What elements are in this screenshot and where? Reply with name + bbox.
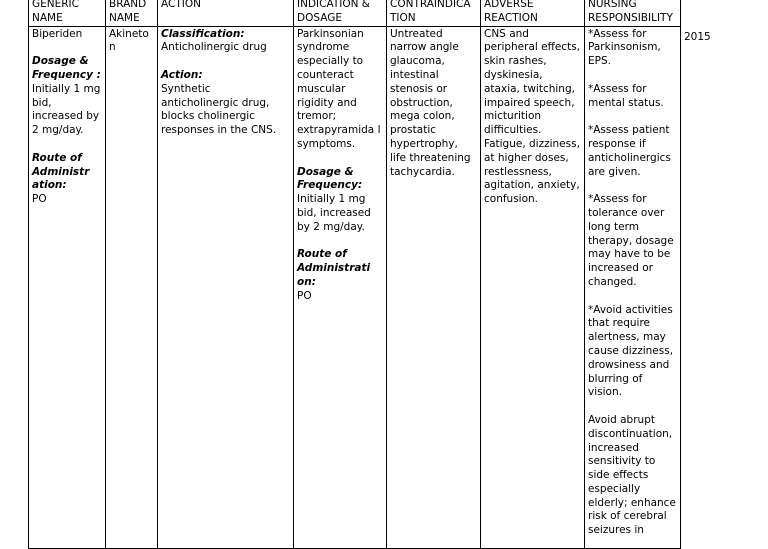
nursing-item: *Assess patient response if anticholinergics are given.	[588, 124, 671, 178]
header-row	[29, 0, 681, 26]
classification-text: Anticholinergic drug	[161, 41, 267, 54]
indication-dosage-label: Dosage & Frequency:	[297, 165, 363, 192]
header-nursing-responsibility: NURSING RESPONSIBILITY	[585, 0, 681, 26]
indication-dosage-text: Initially 1 mg bid, increased by 2 mg/day.	[297, 193, 371, 233]
cell-contraindication	[387, 26, 481, 548]
contraindication-text: Untreated narrow angle glaucoma, intestinal stenosis or obstruction, mega colon, prostatic hypertrophy, life threatening tachycardia.	[390, 27, 471, 178]
header-generic-name: GENERIC NAME	[29, 0, 106, 26]
nursing-item: *Assess for Parkinsonism, EPS.	[588, 27, 661, 68]
generic-route-text: PO	[32, 193, 47, 206]
header-action: ACTION	[158, 0, 294, 26]
nursing-item: *Assess for tolerance over long term therapy, dosage may have to be increased or changed.	[588, 193, 674, 288]
cell-brand-name	[106, 26, 158, 548]
header-indication-dosage: INDICATION & DOSAGE	[294, 0, 387, 26]
cell-action	[158, 26, 294, 548]
generic-drug-name: Biperiden	[32, 27, 83, 40]
generic-dosage-label: Dosage & Frequency :	[32, 55, 101, 81]
cell-generic-name	[29, 26, 106, 548]
drug-row	[29, 26, 681, 548]
generic-route-label: Route of Administr ation:	[32, 151, 90, 192]
indication-text: Parkinsonian syndrome especially to counteract muscular rigidity and tremor; extrapyramida l symptoms.	[297, 27, 381, 150]
nursing-item: *Avoid activities that require alertness, may cause dizziness, drowsiness and blurring of vision.	[588, 303, 674, 399]
indication-route-text: PO	[297, 289, 312, 302]
indication-route-label: Route of Administrati on:	[297, 248, 371, 288]
generic-dosage-text: Initially 1 mg bid, increased by 2 mg/day.	[32, 82, 101, 137]
header-contraindication: CONTRAINDICA TION	[387, 0, 481, 26]
header-adverse-reaction: ADVERSE REACTION	[481, 0, 585, 26]
nursing-item: *Assess for mental status.	[588, 82, 664, 109]
side-year-text: 2015	[684, 31, 711, 43]
cell-adverse-reaction	[481, 26, 585, 548]
header-brand-name: BRAND NAME	[106, 0, 158, 26]
classification-label: Classification:	[161, 27, 245, 40]
drug-study-table	[28, 0, 681, 549]
action-text: Synthetic anticholinergic drug, blocks cholinergic responses in the CNS.	[161, 82, 277, 137]
nursing-item: Avoid abrupt discontinuation, increased sensitivity to side effects especially elderly; enhance risk of cerebral seizures in	[588, 413, 676, 537]
cell-indication-dosage	[294, 26, 387, 548]
cell-nursing-responsibility	[585, 26, 681, 548]
adverse-reaction-text: CNS and peripheral effects, skin rashes, dyskinesia, ataxia, twitching, impaired speech, micturition difficulties. Fatigue, dizziness, at higher doses, restlessness, agitation, anxiety, confusion.	[484, 27, 580, 206]
action-label: Action:	[161, 68, 203, 81]
brand-name-text: Akineto n	[109, 27, 149, 54]
